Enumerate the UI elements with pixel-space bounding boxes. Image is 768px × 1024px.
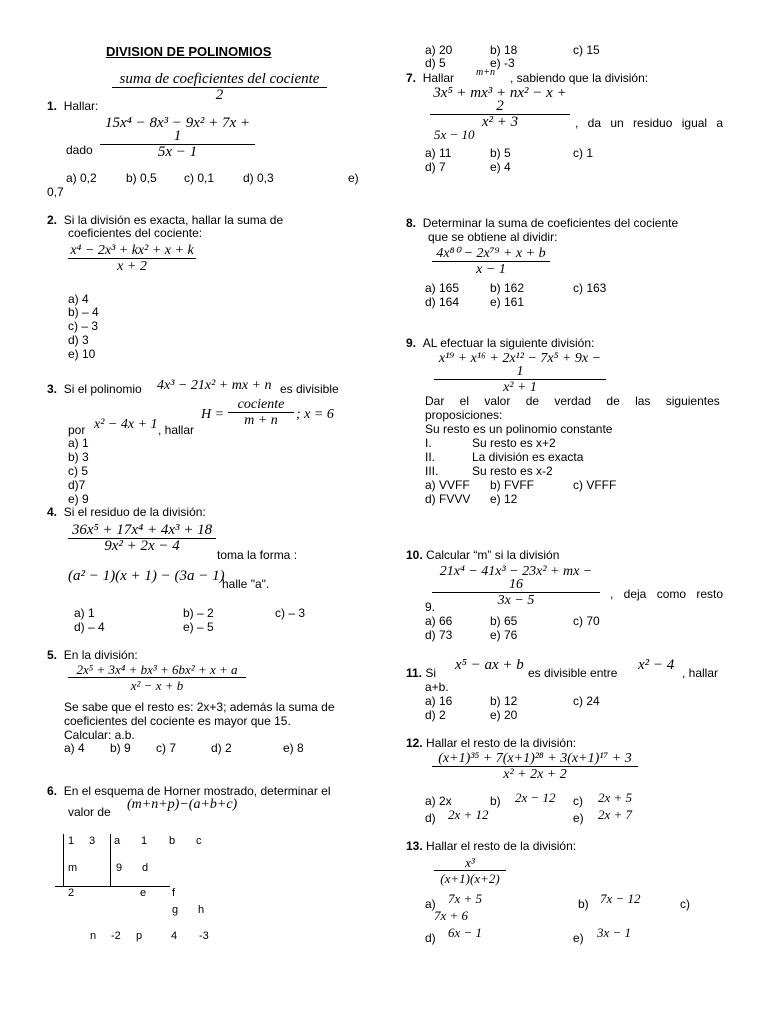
q7-frac-num: 3x⁵ + mx³ + nx² − x + 2 — [430, 87, 570, 115]
q7-text1: Hallar — [422, 71, 455, 85]
q8 — [406, 217, 678, 230]
q2-frac-den: x + 2 — [117, 259, 147, 274]
q1-option-d: d) 0,3 — [243, 171, 274, 185]
q9-prop-num: II. — [425, 450, 436, 464]
q7-option-c: c) 1 — [573, 146, 594, 160]
q13-option-d-expr: 6x − 1 — [448, 925, 483, 940]
q12-option-c-expr: 2x + 5 — [598, 790, 633, 805]
horner-cell: e — [140, 887, 147, 899]
q9-option-b: b) FVFF — [490, 478, 534, 492]
q8-frac-den: x − 1 — [476, 262, 506, 277]
q5-option-b: b) 9 — [110, 741, 131, 755]
q6-number: 6. — [47, 784, 58, 798]
q1 — [47, 100, 98, 113]
q12-option-c: c) — [573, 794, 583, 808]
horner-cell: 3 — [89, 835, 96, 847]
horner-cell: p — [136, 930, 143, 942]
q9-option-a: a) VVFF — [425, 478, 470, 492]
q11-option-a: a) 16 — [425, 694, 453, 708]
q3-option-c: c) 5 — [68, 464, 89, 478]
q12-frac-num: (x+1)³⁵ + 7(x+1)²⁸ + 3(x+1)¹⁷ + 3 — [432, 752, 638, 767]
horner-cell: 1 — [141, 835, 148, 847]
q7-number: 7. — [406, 71, 417, 85]
q7 — [406, 72, 454, 85]
q12-number: 12. — [406, 736, 423, 750]
q2-line2: coeficientes del cociente: — [68, 226, 203, 240]
q3 — [47, 383, 142, 396]
q11-tail2: a+b. — [425, 680, 449, 694]
q3-h-lhs: H = — [201, 407, 225, 422]
q1-option-b: b) 0,5 — [126, 171, 157, 185]
q1-frac-num: 15x⁴ − 8x³ − 9x² + 7x + 1 — [100, 117, 255, 145]
q7-tail: , da un residuo igual a — [575, 116, 724, 130]
q10-number: 10. — [406, 548, 423, 562]
q12-text: Hallar el resto de la división: — [426, 736, 577, 750]
q2-option-c: c) – 3 — [68, 319, 99, 333]
q3-number: 3. — [47, 382, 58, 396]
q2-option-d: d) 3 — [68, 333, 89, 347]
q9-line2: proposiciones: — [425, 408, 503, 422]
q7-option-e: e) 4 — [490, 160, 511, 174]
q11-polynomial: x⁵ − ax + b — [455, 657, 524, 673]
q8-number: 8. — [406, 216, 417, 230]
q10-option-d: d) 73 — [425, 628, 453, 642]
q4-option-b: b) – 2 — [183, 606, 214, 620]
q9-prop-text: Su resto es x+2 — [472, 436, 556, 450]
horner-cell: 1 — [68, 835, 75, 847]
q11-option-c: c) 24 — [573, 694, 600, 708]
q7-option-b: b) 5 — [490, 146, 511, 160]
q12-option-d-expr: 2x + 12 — [448, 807, 489, 822]
q6-option-c: c) 15 — [573, 43, 600, 57]
q7-option-d: d) 7 — [425, 160, 446, 174]
q11-mid: es divisible entre — [528, 666, 618, 680]
page-title: DIVISION DE POLINOMIOS — [106, 44, 272, 59]
q10-resto: 9. — [425, 600, 436, 614]
q13-option-a: a) — [425, 897, 436, 911]
q9-option-c: c) VFFF — [573, 478, 617, 492]
q10-tail: , deja como resto — [610, 587, 724, 601]
q13-option-b-expr: 7x − 12 — [600, 891, 641, 906]
horner-cell: h — [198, 904, 205, 916]
q3-por: por — [68, 423, 86, 437]
q5-fraction — [68, 663, 246, 692]
q13-text: Hallar el resto de la división: — [426, 839, 577, 853]
horner-cell: d — [142, 862, 149, 874]
q4-halle: halle "a". — [222, 577, 270, 591]
q9-line3: Su resto es un polinomio constante — [425, 422, 613, 436]
q2-number: 2. — [47, 213, 58, 227]
horner-left-line — [63, 834, 64, 886]
q5-frac-num: 2x⁵ + 3x⁴ + bx³ + 6bx² + x + a — [68, 663, 246, 678]
q3-h-tail: ; x = 6 — [296, 407, 334, 422]
q6-line1: En el esquema de Horner mostrado, determinar el — [63, 784, 331, 798]
q9-fraction — [434, 352, 606, 394]
horner-cell: 9 — [116, 862, 123, 874]
q1-option-e-value: 0,7 — [47, 185, 64, 199]
q9-prop-num: III. — [425, 464, 439, 478]
q13-option-c-expr: 7x + 6 — [434, 908, 469, 923]
q3-option-b: b) 3 — [68, 450, 89, 464]
q12-frac-den: x² + 2x + 2 — [503, 767, 567, 782]
q3-option-e: e) 9 — [68, 492, 89, 506]
q11 — [406, 667, 436, 680]
q4-frac-den: 9x² + 2x − 4 — [104, 538, 180, 554]
q9-line1: Dar el valor de verdad de las siguientes — [425, 394, 720, 408]
q13-number: 13. — [406, 839, 423, 853]
q13 — [406, 840, 576, 853]
q12-option-e: e) — [573, 811, 584, 825]
q13-fraction — [434, 856, 506, 885]
q7-mn: m+n — [476, 67, 495, 78]
q10 — [406, 549, 559, 562]
q7-frac-den: x² + 3 — [481, 114, 519, 130]
q13-frac-num: x³ — [434, 856, 506, 871]
q1-text: Hallar: — [63, 99, 99, 113]
q5 — [47, 649, 138, 662]
q1-option-e: e) — [348, 171, 359, 185]
q3-h-num: cociente — [228, 398, 294, 413]
q3-option-d: d)7 — [68, 478, 86, 492]
q4-option-e: e) – 5 — [183, 620, 214, 634]
q3-hallar: , hallar — [158, 423, 195, 437]
q4-form: (a² − 1)(x + 1) − (3a − 1) — [68, 568, 225, 584]
q3-divisor: x² − 4x + 1 — [94, 417, 158, 432]
q12-option-a: a) 2x — [425, 794, 452, 808]
q9-number: 9. — [406, 336, 417, 350]
q8-option-b: b) 162 — [490, 281, 525, 295]
q8-frac-num: 4x⁸⁰ − 2x⁷⁹ + x + b — [432, 247, 550, 262]
header-formula-num: suma de coeficientes del cociente — [112, 73, 327, 88]
q5-option-c: c) 7 — [156, 741, 177, 755]
q10-frac-num: 21x⁴ − 41x³ − 23x² + mx − 16 — [432, 565, 600, 593]
header-formula — [112, 73, 327, 102]
q10-option-e: e) 76 — [490, 628, 518, 642]
q6-line2: valor de — [68, 805, 111, 819]
q4-fraction — [68, 524, 216, 553]
q2-line1: Si la división es exacta, hallar la suma de — [63, 213, 284, 227]
q12-option-d: d) — [425, 811, 436, 825]
horner-cell: f — [172, 887, 176, 899]
q7-option-a: a) 11 — [425, 146, 452, 160]
q9 — [406, 337, 594, 350]
q13-option-a-expr: 7x + 5 — [448, 891, 483, 906]
horner-cell: -2 — [111, 930, 121, 942]
q5-number: 5. — [47, 648, 58, 662]
q6-expression: (m+n+p)−(a+b+c) — [127, 797, 238, 812]
q10-option-b: b) 65 — [490, 614, 518, 628]
q4-option-a: a) 1 — [74, 606, 95, 620]
q11-option-d: d) 2 — [425, 708, 446, 722]
q13-option-e: e) — [573, 931, 584, 945]
q8-option-a: a) 165 — [425, 281, 460, 295]
q13-option-e-expr: 3x − 1 — [597, 925, 632, 940]
q13-option-c: c) — [680, 897, 690, 911]
q12-option-b-expr: 2x − 12 — [515, 790, 556, 805]
q6-option-a: a) 20 — [425, 43, 453, 57]
q3-text1: Si el polinomio — [63, 382, 142, 396]
q10-option-c: c) 70 — [573, 614, 600, 628]
horner-cell: b — [169, 835, 176, 847]
horner-cell: 4 — [171, 930, 178, 942]
horner-cell: -3 — [199, 930, 209, 942]
q13-option-b: b) — [578, 897, 589, 911]
q8-line2: que se obtiene al dividir: — [428, 230, 558, 244]
horner-cell: g — [172, 904, 179, 916]
q11-divisor: x² − 4 — [638, 657, 675, 673]
horner-divider-line — [110, 834, 111, 886]
q1-frac-den: 5x − 1 — [157, 144, 198, 160]
q4-toma: toma la forma : — [217, 548, 298, 562]
q7-residuo: 5x − 10 — [434, 127, 475, 142]
q12-option-e-expr: 2x + 7 — [598, 807, 633, 822]
q12 — [406, 737, 576, 750]
q4-text: Si el residuo de la división: — [63, 505, 206, 519]
q5-frac-den: x² − x + b — [130, 678, 184, 693]
q6-option-b: b) 18 — [490, 43, 518, 57]
q1-fraction — [100, 117, 255, 159]
q6-option-d: d) 5 — [425, 56, 446, 70]
q2-option-e: e) 10 — [68, 347, 96, 361]
q9-frac-den: x² + 1 — [503, 380, 537, 395]
q11-tail: , hallar — [682, 666, 719, 680]
q1-option-c: c) 0,1 — [184, 171, 215, 185]
q8-line1: Determinar la suma de coeficientes del cociente — [422, 216, 679, 230]
q11-option-e: e) 20 — [490, 708, 518, 722]
q3-h-den: m + n — [244, 413, 278, 428]
q12-fraction — [432, 752, 638, 781]
q8-option-d: d) 164 — [425, 295, 460, 309]
q1-option-a: a) 0,2 — [66, 171, 97, 185]
q3-polynomial: 4x³ − 21x² + mx + n — [157, 378, 272, 393]
q1-dado: dado — [66, 143, 93, 157]
q3-option-a: a) 1 — [68, 436, 89, 450]
q5-line3: Calcular: a.b. — [64, 728, 135, 742]
q12-option-b: b) — [490, 794, 501, 808]
q2-frac-num: x⁴ − 2x³ + kx² + x + k — [68, 244, 196, 259]
q3-text2: es divisible — [280, 382, 339, 396]
q9-text: AL efectuar la siguiente división: — [422, 336, 595, 350]
q5-option-d: d) 2 — [211, 741, 232, 755]
header-formula-den: 2 — [215, 87, 224, 103]
q11-si: Si — [425, 666, 437, 680]
q10-option-a: a) 66 — [425, 614, 453, 628]
q4 — [47, 506, 206, 519]
q4-frac-num: 36x⁵ + 17x⁴ + 4x³ + 18 — [68, 524, 216, 539]
q4-number: 4. — [47, 505, 58, 519]
q2-option-b: b) – 4 — [68, 305, 99, 319]
q13-frac-den: (x+1)(x+2) — [440, 871, 500, 886]
q8-option-c: c) 163 — [573, 281, 607, 295]
horner-cell: n — [90, 930, 97, 942]
q5-option-a: a) 4 — [64, 741, 85, 755]
q13-option-d: d) — [425, 931, 436, 945]
q9-frac-num: x¹⁹ + x¹⁶ + 2x¹² − 7x⁵ + 9x − 1 — [434, 352, 606, 380]
q5-text: En la división: — [63, 648, 138, 662]
horner-cell: m — [68, 862, 78, 874]
q9-option-d: d) FVVV — [425, 492, 471, 506]
q4-option-d: d) – 4 — [74, 620, 105, 634]
q3-h-fraction — [228, 398, 294, 427]
q11-number: 11. — [406, 666, 423, 680]
q9-prop-text: La división es exacta — [472, 450, 584, 464]
q5-line1: Se sabe que el resto es: 2x+3; además la suma de — [64, 700, 335, 714]
horner-cell: a — [114, 835, 121, 847]
q1-number: 1. — [47, 99, 58, 113]
q7-fraction — [430, 87, 570, 129]
q10-fraction — [432, 565, 600, 607]
q9-prop-num: I. — [425, 436, 432, 450]
q10-text: Calcular “m” si la división — [426, 548, 560, 562]
horner-cell: c — [196, 835, 202, 847]
horner-cell: 2 — [68, 887, 75, 899]
q11-option-b: b) 12 — [490, 694, 518, 708]
q10-frac-den: 3x − 5 — [497, 593, 535, 608]
q6-option-e: e) -3 — [490, 56, 515, 70]
q9-prop-text: Su resto es x-2 — [472, 464, 553, 478]
q8-fraction — [432, 247, 550, 276]
q7-text2: , sabiendo que la división: — [510, 71, 649, 85]
q5-option-e: e) 8 — [283, 741, 304, 755]
q2-option-a: a) 4 — [68, 292, 89, 306]
q4-option-c: c) – 3 — [275, 606, 306, 620]
q2-fraction — [68, 244, 196, 273]
q9-option-e: e) 12 — [490, 492, 518, 506]
q5-line2: coeficientes del cociente es mayor que 15. — [64, 714, 291, 728]
q8-option-e: e) 161 — [490, 295, 525, 309]
